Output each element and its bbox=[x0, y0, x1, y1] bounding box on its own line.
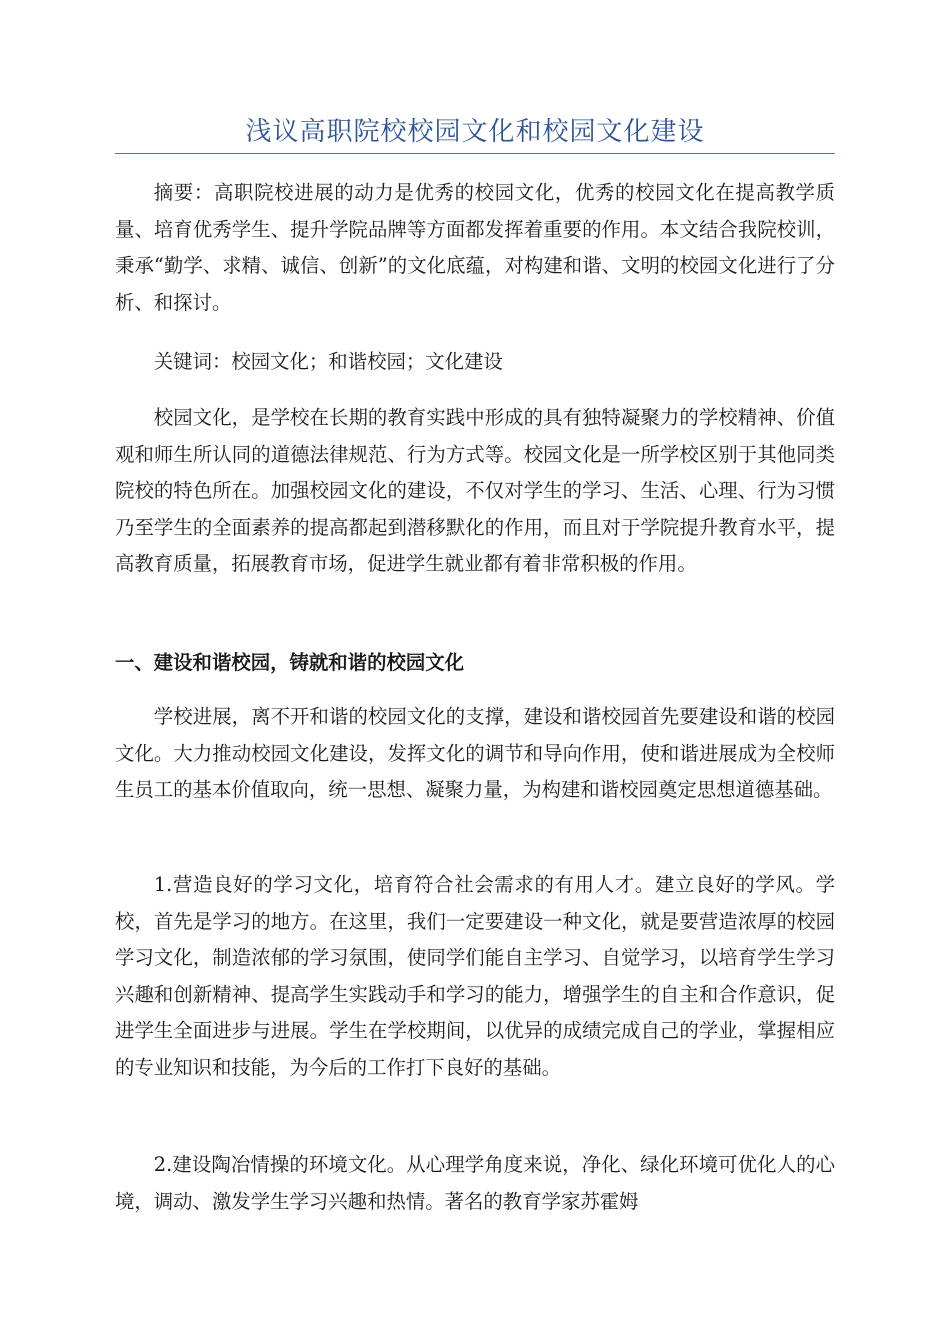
list-item-1: 1.营造良好的学习文化，培育符合社会需求的有用人才。建立良好的学风。学校，首先是学习的地方。在这里，我们一定要建设一种文化，就是要营造浓厚的校园学习文化，制造浓郁的学习氛围，使同学们能自主学习、自觉学习，以培育学生学习兴趣和创新精神、提高学生实践动手和学习的能力，增强学生的自主和合作意识，促进学生全面进步与进展。学生在学校期间，以优异的成绩完成自己的学业，掌握相应的专业知识和技能，为今后的工作打下良好的基础。 bbox=[115, 873, 835, 1079]
title-underline bbox=[115, 153, 835, 154]
keywords-paragraph: 关键词：校园文化；和谐校园；文化建设 bbox=[153, 350, 503, 373]
abstract-paragraph: 摘要：高职院校进展的动力是优秀的校园文化，优秀的校园文化在提高教学质量、培育优秀学生、提升学院品牌等方面都发挥着重要的作用。本文结合我院校训，秉承“勤学、求精、诚信、创新”的文化底蕴，对构建和谐、文明的校园文化进行了分析、和探讨。 bbox=[115, 181, 835, 314]
section-heading: 一、建设和谐校园，铸就和谐的校园文化 bbox=[115, 651, 465, 674]
document-title: 浅议高职院校校园文化和校园文化建设 bbox=[245, 117, 705, 147]
intro-paragraph: 校园文化，是学校在长期的教育实践中形成的具有独特凝聚力的学校精神、价值观和师生所认同的道德法律规范、行为方式等。校园文化是一所学校区别于其他同类院校的特色所在。加强校园文化的建设，不仅对学生的学习、生活、心理、行为习惯乃至学生的全面素养的提高都起到潜移默化的作用，而且对于学院提升教育水平，提高教育质量，拓展教育市场，促进学生就业都有着非常积极的作用。 bbox=[115, 406, 835, 575]
list-item-2: 2.建设陶冶情操的环境文化。从心理学角度来说，净化、绿化环境可优化人的心境，调动、激发学生学习兴趣和热情。著名的教育学家苏霍姆 bbox=[115, 1153, 835, 1213]
section-paragraph: 学校进展，离不开和谐的校园文化的支撑，建设和谐校园首先要建设和谐的校园文化。大力推动校园文化建设，发挥文化的调节和导向作用，使和谐进展成为全校师生员工的基本价值取向，统一思想、凝聚力量，为构建和谐校园奠定思想道德基础。 bbox=[115, 705, 835, 801]
